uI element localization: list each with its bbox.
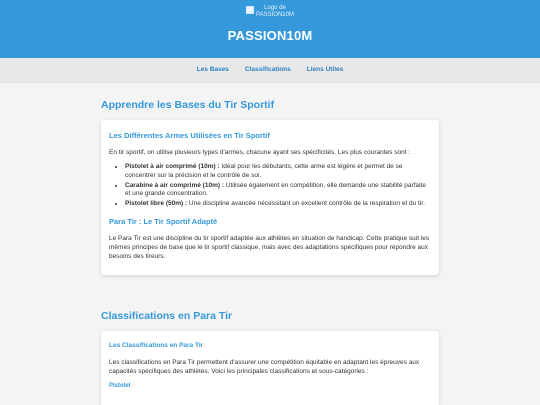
list-item-text: Une discipline avancée nécessitant un excellent contrôle de la respiration et du tir. xyxy=(187,200,425,208)
list-item-label: Pistolet à air comprimé (10m) : xyxy=(125,163,220,171)
card-title-para-tir: Para Tir : Le Tir Sportif Adapté xyxy=(109,216,218,226)
list-item xyxy=(125,182,431,200)
nav-link-liens-utiles[interactable]: Liens Utiles xyxy=(306,65,344,73)
card-title-armes: Les Différentes Armes Utilisées en Tir Sportif xyxy=(109,131,270,141)
para-tir-text: Le Para Tir est une discipline du tir sportif adaptée aux athlètes en situation de handicap. Cette pratique suit les mêmes principes de base que le tir sportif classique, mais avec des adaptations spécifiques pour répondre aux besoins des tireurs. xyxy=(109,235,430,260)
list-item xyxy=(125,200,431,209)
content-card-bases xyxy=(101,120,439,275)
logo-alt-text: Logo de PASSION10M xyxy=(256,5,294,18)
list-item-label: Carabine à air comprimé (10m) : xyxy=(125,181,224,189)
list-item-label: Pistolet libre (50m) : xyxy=(125,200,188,208)
subheading-pistolet: Pistolet xyxy=(109,382,131,389)
list-item-text: Idéal pour les débutants, cette arme est légère et permet de se concentrer sur la précision et le contrôle de soi. xyxy=(125,163,403,179)
classifications-intro: Les classifications en Para Tir permettent d'assurer une compétition équitable en adaptant les épreuves aux capacités spécifiques des athlètes. Voici les principales classifications et sous-catégories : xyxy=(109,359,420,376)
list-item xyxy=(125,163,431,181)
section-title-bases: Apprendre les Bases du Tir Sportif xyxy=(101,99,275,111)
nav-link-les-bases[interactable]: Les Bases xyxy=(196,65,229,73)
content-card-classifications xyxy=(101,331,439,405)
nav-link-classifications[interactable]: Classifications xyxy=(244,65,291,73)
main-nav xyxy=(0,58,540,83)
site-header xyxy=(0,0,540,58)
armes-intro: En tir sportif, on utilise plusieurs types d'armes, chacune ayant ses spécificités. Les plus courantes sont : xyxy=(109,149,411,157)
section-title-classifications: Classifications en Para Tir xyxy=(101,310,233,323)
site-title: PASSION10M xyxy=(227,27,313,43)
site-logo[interactable] xyxy=(246,5,294,19)
card-title-classifications: Les Classifications en Para Tir xyxy=(109,342,204,350)
weapons-list xyxy=(109,163,431,209)
main-content xyxy=(0,98,540,405)
list-item-text: Utilisée également en compétition, elle demande une stabilité parfaite et une grande concentration. xyxy=(125,181,426,198)
broken-image-icon xyxy=(246,6,254,14)
